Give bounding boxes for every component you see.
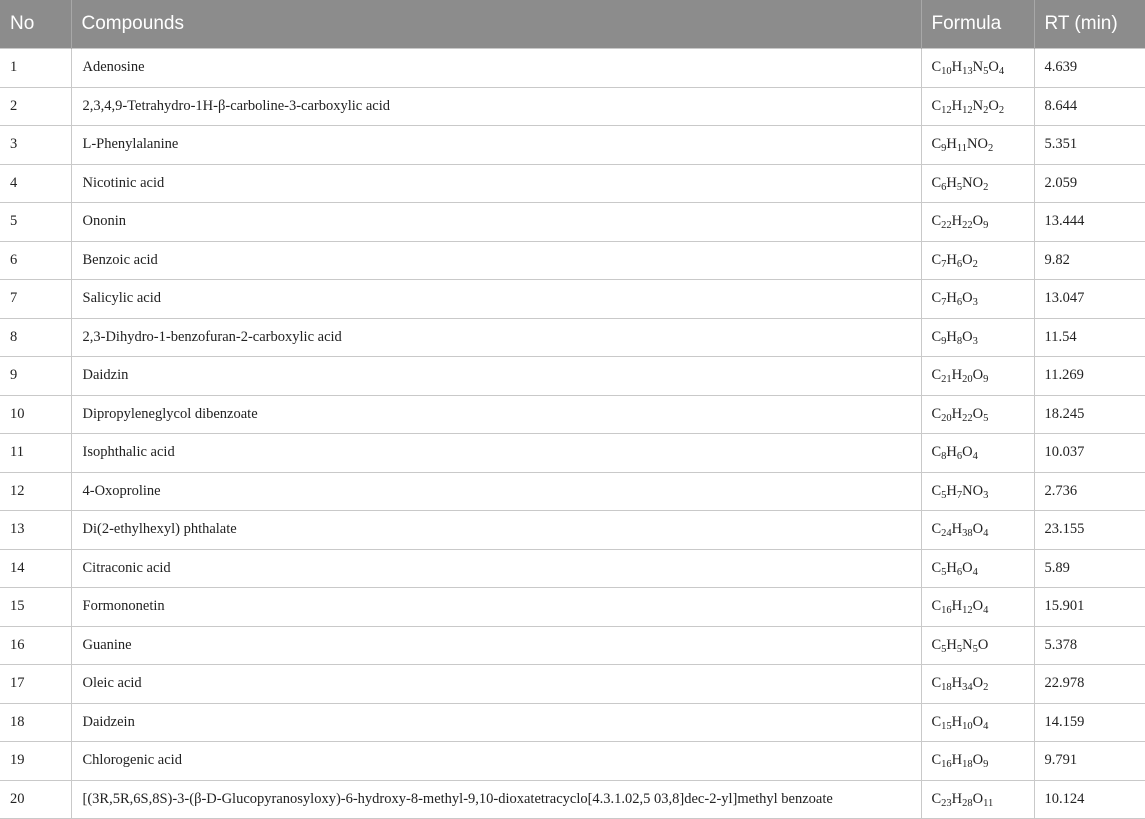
formula-count: 3: [972, 335, 978, 347]
molecular-formula: [921, 434, 1034, 473]
formula-count: 11: [956, 143, 968, 155]
formula-count: 5: [983, 66, 989, 78]
table-row: [0, 164, 1145, 203]
formula-count: 5: [956, 181, 963, 193]
formula-count: 5: [956, 643, 963, 655]
retention-time: 4.639: [1034, 49, 1145, 88]
compound-name: Daidzin: [71, 357, 921, 396]
retention-time: 10.037: [1034, 434, 1145, 473]
formula-element: H: [946, 559, 957, 576]
formula-element: C: [931, 752, 942, 769]
formula-count: 22: [941, 220, 952, 232]
formula-count: 9: [983, 374, 989, 386]
formula-count: 22: [962, 220, 973, 232]
retention-time: 5.89: [1034, 549, 1145, 588]
formula-element: O: [962, 251, 973, 268]
formula-count: 12: [941, 104, 952, 116]
formula-element: C: [931, 251, 942, 268]
formula-element: H: [946, 251, 957, 268]
formula-count: 23: [941, 797, 952, 809]
row-number: 1: [0, 49, 71, 88]
formula-element: H: [951, 521, 963, 538]
compound-name: Citraconic acid: [71, 549, 921, 588]
formula-count: 13: [962, 66, 973, 78]
formula-count: 9: [983, 220, 989, 232]
compound-name: Daidzein: [71, 703, 921, 742]
formula-element: C: [931, 136, 942, 153]
molecular-formula: [921, 472, 1034, 511]
formula-element: H: [951, 367, 963, 384]
header-no: No: [0, 0, 71, 49]
formula-element: C: [931, 675, 942, 692]
row-number: 13: [0, 511, 71, 550]
retention-time: 13.444: [1034, 203, 1145, 242]
retention-time: 9.82: [1034, 241, 1145, 280]
formula-count: 10: [941, 66, 952, 78]
formula-count: 11: [983, 797, 994, 809]
molecular-formula: [921, 626, 1034, 665]
formula-element: O: [972, 790, 984, 807]
formula-element: O: [972, 405, 984, 422]
formula-element: H: [946, 328, 957, 345]
formula-element: H: [946, 290, 957, 307]
compound-name: Salicylic acid: [71, 280, 921, 319]
retention-time: 13.047: [1034, 280, 1145, 319]
formula-element: H: [951, 790, 963, 807]
formula-count: 8: [956, 335, 963, 347]
formula-element: C: [931, 405, 942, 422]
row-number: 7: [0, 280, 71, 319]
molecular-formula: [921, 357, 1034, 396]
formula-count: 5: [941, 566, 947, 578]
formula-element: H: [951, 752, 963, 769]
formula-count: 38: [962, 528, 973, 540]
formula-count: 6: [941, 181, 947, 193]
compound-name: Formononetin: [71, 588, 921, 627]
table-row: [0, 126, 1145, 165]
molecular-formula: [921, 126, 1034, 165]
formula-count: 22: [962, 412, 973, 424]
formula-count: 16: [941, 605, 952, 617]
formula-element: C: [931, 97, 942, 114]
molecular-formula: [921, 395, 1034, 434]
compound-name: Isophthalic acid: [71, 434, 921, 473]
compound-name: 4-Oxoproline: [71, 472, 921, 511]
formula-count: 4: [983, 720, 989, 732]
formula-element: H: [951, 213, 963, 230]
formula-element: O: [977, 636, 989, 653]
table-row: [0, 280, 1145, 319]
formula-element: O: [962, 559, 973, 576]
table-row: [0, 203, 1145, 242]
row-number: 2: [0, 87, 71, 126]
header-rt: RT (min): [1034, 0, 1145, 49]
formula-count: 6: [956, 258, 963, 270]
row-number: 12: [0, 472, 71, 511]
formula-element: C: [931, 521, 942, 538]
molecular-formula: [921, 318, 1034, 357]
formula-count: 2: [987, 143, 994, 155]
formula-count: 28: [962, 797, 973, 809]
formula-element: O: [972, 598, 984, 615]
formula-count: 20: [962, 374, 973, 386]
row-number: 19: [0, 742, 71, 781]
formula-count: 2: [972, 258, 978, 270]
row-number: 16: [0, 626, 71, 665]
formula-element: NO: [967, 136, 988, 153]
formula-element: C: [931, 482, 942, 499]
formula-count: 4: [972, 566, 978, 578]
table-row: [0, 472, 1145, 511]
formula-element: H: [946, 444, 957, 461]
formula-element: O: [988, 59, 999, 76]
formula-count: 10: [962, 720, 973, 732]
formula-element: C: [931, 174, 942, 191]
formula-count: 5: [941, 643, 947, 655]
formula-count: 7: [941, 258, 947, 270]
retention-time: 5.378: [1034, 626, 1145, 665]
molecular-formula: [921, 49, 1034, 88]
formula-count: 15: [941, 720, 952, 732]
retention-time: 22.978: [1034, 665, 1145, 704]
row-number: 10: [0, 395, 71, 434]
formula-element: H: [951, 59, 963, 76]
formula-count: 9: [983, 759, 989, 771]
molecular-formula: [921, 549, 1034, 588]
molecular-formula: [921, 280, 1034, 319]
formula-element: H: [951, 97, 963, 114]
retention-time: 10.124: [1034, 780, 1145, 819]
table-row: [0, 511, 1145, 550]
formula-count: 4: [998, 66, 1005, 78]
molecular-formula: [921, 742, 1034, 781]
table-row: [0, 742, 1145, 781]
header-row: [0, 0, 1145, 49]
formula-count: 2: [983, 682, 989, 694]
compound-name: Dipropyleneglycol dibenzoate: [71, 395, 921, 434]
formula-element: H: [951, 713, 963, 730]
formula-element: O: [988, 97, 999, 114]
molecular-formula: [921, 665, 1034, 704]
formula-count: 4: [972, 451, 978, 463]
table-row: [0, 780, 1145, 819]
compound-name: Ononin: [71, 203, 921, 242]
retention-time: 18.245: [1034, 395, 1145, 434]
formula-element: C: [931, 367, 942, 384]
formula-element: C: [931, 559, 942, 576]
formula-element: O: [962, 328, 973, 345]
row-number: 11: [0, 434, 71, 473]
row-number: 15: [0, 588, 71, 627]
formula-count: 4: [983, 528, 989, 540]
formula-count: 2: [983, 104, 989, 116]
formula-element: C: [931, 790, 942, 807]
formula-count: 8: [941, 451, 947, 463]
formula-element: N: [972, 59, 984, 76]
formula-count: 16: [941, 759, 952, 771]
compound-name: L-Phenylalanine: [71, 126, 921, 165]
formula-count: 9: [941, 143, 947, 155]
formula-count: 24: [941, 528, 952, 540]
retention-time: 15.901: [1034, 588, 1145, 627]
table-row: [0, 357, 1145, 396]
row-number: 18: [0, 703, 71, 742]
formula-element: N: [962, 636, 973, 653]
formula-element: H: [946, 636, 957, 653]
formula-count: 5: [972, 643, 978, 655]
formula-element: O: [962, 444, 973, 461]
retention-time: 23.155: [1034, 511, 1145, 550]
formula-count: 18: [941, 682, 952, 694]
formula-element: NO: [962, 174, 984, 191]
retention-time: 2.059: [1034, 164, 1145, 203]
formula-element: O: [972, 367, 984, 384]
formula-element: C: [931, 328, 942, 345]
table-row: [0, 241, 1145, 280]
formula-count: 7: [956, 489, 963, 501]
row-number: 9: [0, 357, 71, 396]
compound-name: 2,3,4,9-Tetrahydro-1H-β-carboline-3-carboxylic acid: [71, 87, 921, 126]
formula-element: C: [931, 213, 942, 230]
formula-count: 2: [998, 104, 1005, 116]
molecular-formula: [921, 703, 1034, 742]
table-row: [0, 434, 1145, 473]
formula-element: C: [931, 290, 942, 307]
table-row: [0, 318, 1145, 357]
retention-time: 11.269: [1034, 357, 1145, 396]
table-row: [0, 49, 1145, 88]
compound-name: Oleic acid: [71, 665, 921, 704]
row-number: 14: [0, 549, 71, 588]
header-formula: Formula: [921, 0, 1034, 49]
retention-time: 11.54: [1034, 318, 1145, 357]
row-number: 8: [0, 318, 71, 357]
formula-count: 12: [962, 104, 973, 116]
formula-count: 34: [962, 682, 973, 694]
table-body: [0, 49, 1145, 819]
row-number: 6: [0, 241, 71, 280]
formula-count: 5: [941, 489, 947, 501]
compound-name: Di(2-ethylhexyl) phthalate: [71, 511, 921, 550]
formula-element: H: [951, 598, 963, 615]
formula-count: 20: [941, 412, 952, 424]
compound-name: 2,3-Dihydro-1-benzofuran-2-carboxylic acid: [71, 318, 921, 357]
formula-element: O: [972, 752, 984, 769]
formula-element: H: [946, 482, 957, 499]
table-header: [0, 0, 1145, 49]
compound-name: Chlorogenic acid: [71, 742, 921, 781]
formula-element: C: [931, 444, 942, 461]
formula-element: O: [962, 290, 973, 307]
formula-count: 3: [972, 297, 978, 309]
molecular-formula: [921, 87, 1034, 126]
molecular-formula: [921, 588, 1034, 627]
formula-element: O: [972, 713, 984, 730]
header-compounds: Compounds: [71, 0, 921, 49]
formula-element: C: [931, 59, 942, 76]
formula-count: 5: [983, 412, 989, 424]
formula-element: NO: [962, 482, 984, 499]
formula-element: H: [951, 405, 963, 422]
formula-count: 12: [962, 605, 973, 617]
formula-count: 2: [983, 181, 989, 193]
molecular-formula: [921, 203, 1034, 242]
table-row: [0, 87, 1145, 126]
row-number: 17: [0, 665, 71, 704]
retention-time: 5.351: [1034, 126, 1145, 165]
formula-count: 9: [941, 335, 947, 347]
formula-count: 18: [962, 759, 973, 771]
table-row: [0, 395, 1145, 434]
table-row: [0, 665, 1145, 704]
formula-count: 6: [956, 566, 963, 578]
molecular-formula: [921, 511, 1034, 550]
formula-count: 21: [941, 374, 952, 386]
formula-count: 6: [956, 297, 963, 309]
retention-time: 8.644: [1034, 87, 1145, 126]
row-number: 20: [0, 780, 71, 819]
formula-element: H: [946, 174, 957, 191]
formula-element: H: [951, 675, 963, 692]
formula-element: O: [972, 521, 984, 538]
formula-element: H: [946, 136, 957, 153]
table-row: [0, 703, 1145, 742]
formula-element: O: [972, 675, 984, 692]
molecular-formula: [921, 164, 1034, 203]
compound-name: Adenosine: [71, 49, 921, 88]
formula-count: 7: [941, 297, 947, 309]
compound-name: Guanine: [71, 626, 921, 665]
compound-name: [(3R,5R,6S,8S)-3-(β-D-Glucopyranosyloxy)-6-hydroxy-8-methyl-9,10-dioxatetracyclo[4.3.1.02,5 03,8]dec-2-yl]methyl benzoate: [71, 780, 921, 819]
row-number: 5: [0, 203, 71, 242]
formula-element: C: [931, 636, 942, 653]
compound-name: Nicotinic acid: [71, 164, 921, 203]
formula-count: 6: [956, 451, 963, 463]
formula-element: O: [972, 213, 984, 230]
formula-element: C: [931, 713, 942, 730]
formula-element: C: [931, 598, 942, 615]
compound-name: Benzoic acid: [71, 241, 921, 280]
row-number: 3: [0, 126, 71, 165]
row-number: 4: [0, 164, 71, 203]
table-row: [0, 626, 1145, 665]
molecular-formula: [921, 241, 1034, 280]
table-row: [0, 549, 1145, 588]
retention-time: 2.736: [1034, 472, 1145, 511]
retention-time: 14.159: [1034, 703, 1145, 742]
formula-count: 4: [983, 605, 989, 617]
formula-count: 3: [983, 489, 989, 501]
molecular-formula: [921, 780, 1034, 819]
table-row: [0, 588, 1145, 627]
formula-element: N: [972, 97, 984, 114]
retention-time: 9.791: [1034, 742, 1145, 781]
